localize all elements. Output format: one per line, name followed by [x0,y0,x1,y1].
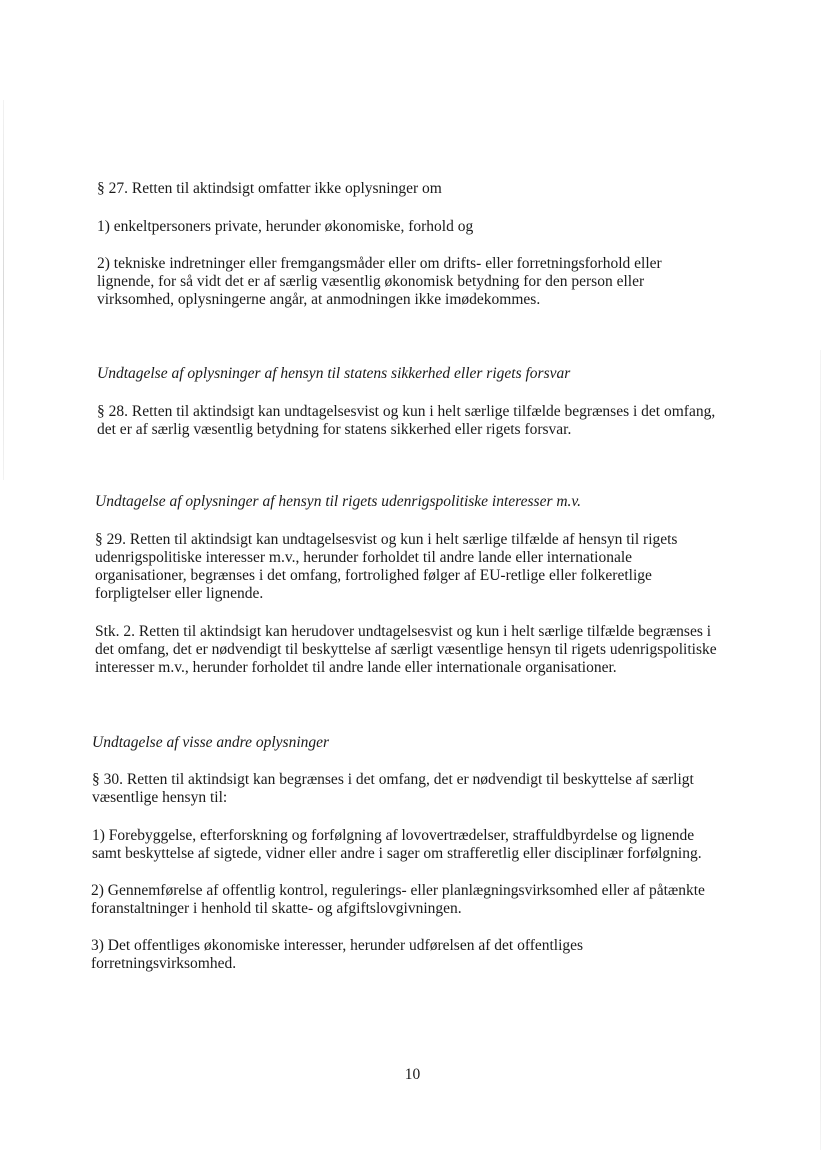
section-28-heading-text: Undtagelse af oplysninger af hensyn til statens sikkerhed eller rigets forsvar [97,365,571,382]
section-27-item-2 [97,255,662,309]
section-30-heading [92,734,329,752]
section-30-item-1 [92,827,702,863]
text-line: virksomhed, oplysningerne angår, at anmodningen ikke imødekommes. [97,291,541,308]
text-line: samt beskyttelse af sigtede, vidner eller andre i sager om strafferetlig eller disciplinær forfølgning. [92,845,702,862]
section-27-intro-text: § 27. Retten til aktindsigt omfatter ikke oplysninger om [97,180,442,197]
text-line: 2) tekniske indretninger eller fremgangsmåder eller om drifts- eller forretningsforhold eller [97,255,662,272]
section-30-item-2 [91,882,705,918]
text-line: § 29. Retten til aktindsigt kan undtagelsesvist og kun i helt særlige tilfælde af hensyn til rigets [95,531,678,548]
section-30-paragraph [92,771,694,807]
text-line: 3) Det offentliges økonomiske interesser, herunder udførelsen af det offentliges [91,937,584,954]
text-line: organisationer, begrænses i det omfang, fortrolighed følger af EU-retlige eller folkeretlige [95,567,652,584]
section-27-item-1-text: 1) enkeltpersoners private, herunder økonomiske, forhold og [97,218,474,235]
text-line: det omfang, det er nødvendigt til beskyttelse af særligt væsentlige hensyn til rigets udenrigspolitiske [95,641,717,658]
text-line: væsentlige hensyn til: [92,789,228,806]
text-line: 1) Forebyggelse, efterforskning og forfølgning af lovovertrædelser, straffuldbyrdelse og lignende [92,827,695,844]
text-line: 2) Gennemførelse af offentlig kontrol, regulerings- eller planlægningsvirksomhed eller af påtænkte [91,882,705,899]
text-line: Stk. 2. Retten til aktindsigt kan herudover undtagelsesvist og kun i helt særlige tilfælde begrænses i [95,623,712,640]
section-28-paragraph [97,403,715,439]
section-27-item-1 [97,218,473,236]
text-line: forretningsvirksomhed. [91,955,237,972]
text-line: § 30. Retten til aktindsigt kan begrænses i det omfang, det er nødvendigt til beskyttelse af særligt [92,771,694,788]
section-28-heading [97,365,570,383]
section-29-paragraph [95,531,677,603]
text-line: udenrigspolitiske interesser m.v., herunder forholdet til andre lande eller internationale [95,549,633,566]
page-number: 10 [404,1066,421,1083]
text-line: foranstaltninger i henhold til skatte- og afgiftslovgivningen. [91,900,462,917]
text-line: interesser m.v., herunder forholdet til andre lande eller internationale organisationer. [95,659,617,676]
scan-edge-right [820,350,821,1150]
text-line: forpligtelser eller lignende. [95,585,264,602]
text-line: lignende, for så vidt det er af særlig væsentlig økonomisk betydning for den person eller [97,273,645,290]
scan-edge-left [3,100,4,480]
section-27-intro [97,180,442,198]
section-30-heading-text: Undtagelse af visse andre oplysninger [92,734,330,751]
text-line: det er af særlig væsentlig betydning for statens sikkerhed eller rigets forsvar. [97,421,572,438]
section-29-heading-text: Undtagelse af oplysninger af hensyn til rigets udenrigspolitiske interesser m.v. [95,493,582,510]
text-line: § 28. Retten til aktindsigt kan undtagelsesvist og kun i helt særlige tilfælde begrænses i det omfang, [97,403,716,420]
section-30-item-3 [91,937,583,973]
section-29-stk-2 [95,623,717,677]
section-29-heading [95,493,581,511]
